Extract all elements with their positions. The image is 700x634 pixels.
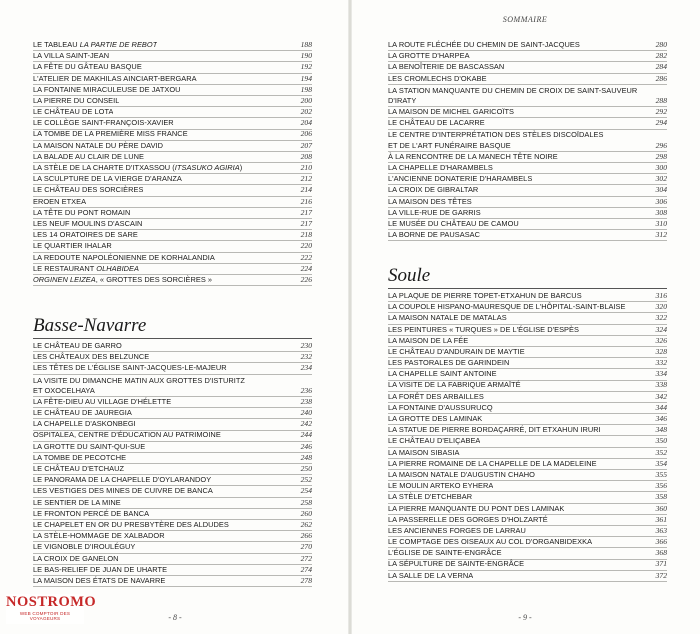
toc-entry-title	[33, 564, 167, 575]
toc-entry-page-number: 217	[300, 218, 312, 228]
toc-entry-title-text: LES NEUF MOULINS D'ASCAIN	[33, 218, 143, 228]
toc-entry-page-number: 244	[300, 430, 312, 440]
toc-entry-title-text: LA FONTAINE D'AUSSURUCQ	[388, 402, 493, 412]
toc-entry-title	[388, 117, 485, 128]
toc-entry-title	[388, 184, 478, 195]
toc-entry-page-number: 352	[655, 447, 667, 457]
toc-entry-page-number: 270	[300, 542, 312, 552]
toc-entry-title	[33, 553, 119, 564]
toc-entry-title	[33, 61, 142, 72]
toc-entry-title	[33, 396, 171, 407]
toc-entry-title-text: LA MAISON NATALE DE MATALAS	[388, 313, 507, 323]
toc-entry-title-text: LA CHAPELLE SAINT ANTOINE	[388, 369, 497, 379]
toc-entry-title-text: LA CHAPELLE D'HARAMBELS	[388, 163, 493, 173]
toc-entry-title-text: L'ATELIER DE MAKHILAS AINCIART-BERGARA	[33, 73, 197, 83]
toc-entry-title-text: LE CHÂTEAU D'ETCHAUZ	[33, 464, 125, 474]
toc-entry-title	[388, 173, 532, 184]
toc-entry-title-suffix: )	[239, 163, 243, 173]
toc-entry-page-number: 232	[300, 352, 312, 362]
toc-entry-title	[33, 274, 212, 285]
toc-entry-title-text: LA MAISON DE LA FÉE	[388, 335, 469, 345]
toc-entry	[388, 74, 667, 85]
watermark-tagline: WEB COMPTOIR DES VOYAGEURS	[19, 611, 71, 621]
toc-entry-title-text: LA ROUTE FLÉCHÉE DU CHEMIN DE SAINT-JACQUES	[388, 39, 580, 49]
toc-entry-title-text: LE FRONTON PERCÉ DE BANCA	[33, 508, 150, 518]
toc-entry-title-text: LA STÈLE DE LA CHARTE D'ITXASSOU (	[33, 163, 175, 173]
toc-entry-title-text: LES CROMLECHS D'OKABE	[388, 73, 487, 83]
toc-entry-page-number: 220	[300, 241, 312, 251]
toc-entry-page-number: 206	[300, 129, 312, 139]
toc-entry-title	[388, 73, 487, 84]
toc-entry-title-text: À LA RENCONTRE DE LA MANECH TÊTE NOIRE	[388, 151, 558, 161]
toc-entry-page-number: 236	[300, 385, 312, 395]
toc-entry-title-text: LA PLAQUE DE PIERRE TOPET-ETXAHUN DE BARCUS	[388, 290, 582, 300]
toc-entry-title-text: LA VILLE-RUE DE GARRIS	[388, 207, 481, 217]
toc-entry-page-number: 360	[655, 503, 667, 513]
toc-entry-title	[388, 106, 514, 117]
toc-section-basse-navarre	[33, 313, 312, 587]
toc-entry-title	[388, 413, 482, 424]
toc-entry-page-number: 308	[655, 207, 667, 217]
toc-entry-title-text: LE CHÂTEAU DE LACARRE	[388, 118, 485, 128]
toc-entry-title-text: LA MAISON SIBASIA	[388, 447, 460, 457]
toc-entry-title	[33, 429, 221, 440]
toc-entry-page-number: 366	[655, 537, 667, 547]
running-header: SOMMAIRE	[502, 15, 548, 24]
watermark-name: NOSTROMO	[6, 594, 97, 610]
toc-entry-title-text: LA FÊTE DU GÂTEAU BASQUE	[33, 62, 142, 72]
toc-entry-title	[388, 435, 480, 446]
toc-entry-title	[388, 570, 473, 581]
toc-entry-page-number: 207	[300, 140, 312, 150]
toc-entry-page-number: 372	[655, 570, 667, 580]
toc-entry-page-number: 190	[300, 51, 312, 61]
toc-entry-title-text: LA SALLE DE LA VERNA	[388, 570, 474, 580]
toc-entry-title	[388, 312, 507, 323]
toc-entry-title	[388, 402, 493, 413]
toc-entry-page-number: 354	[655, 458, 667, 468]
toc-entry-page-number: 332	[655, 358, 667, 368]
toc-entry-page-number: 212	[300, 174, 312, 184]
toc-entry-title	[388, 558, 524, 569]
toc-entry-title	[33, 84, 181, 95]
toc-entry-page-number: 298	[655, 151, 667, 161]
toc-entry-title-text: D'IRATY	[388, 95, 417, 105]
toc-entry-page-number: 272	[300, 553, 312, 563]
toc-entry-title	[388, 391, 484, 402]
toc-entry-title	[33, 407, 132, 418]
toc-entry-title-text: LE CHÂTEAU DE JAUREGIA	[33, 408, 132, 418]
toc-entry-title-text: LE COLLÈGE SAINT-FRANÇOIS-XAVIER	[33, 118, 174, 128]
toc-entry-page-number: 320	[655, 302, 667, 312]
toc-entry-page-number: 226	[300, 274, 312, 284]
toc-entry-page-number: 344	[655, 402, 667, 412]
toc-entry-title	[388, 368, 497, 379]
toc-entry-title-text: LA FORÊT DES ARBAILLES	[388, 391, 484, 401]
toc-entry-title-text: LA BENOÎTERIE DE BASCASSAN	[388, 62, 505, 72]
toc-entry	[33, 275, 312, 286]
toc-entry-title-text: LE CHÂTEAU DE LOTA	[33, 107, 114, 117]
toc-entry-title	[33, 340, 122, 351]
toc-entry-page-number: 296	[655, 140, 667, 150]
toc-entry-title	[33, 95, 119, 106]
toc-entry-title-text: LE QUARTIER IHALAR	[33, 241, 112, 251]
toc-entry-title	[33, 117, 174, 128]
toc-entry-title-text: LE TABLEAU	[33, 39, 80, 49]
toc-entry-title	[33, 463, 124, 474]
toc-entry-title	[33, 252, 215, 263]
toc-entry-title-text: LA GROTTE DU SAINT-QUI-SUE	[33, 441, 146, 451]
toc-entry-page-number: 306	[655, 196, 667, 206]
toc-entry-title-text: LA MAISON NATALE D'AUGUSTIN CHAHO	[388, 469, 535, 479]
toc-entry-title-text: LA VILLA SAINT-JEAN	[33, 51, 110, 61]
toc-entry-title	[33, 196, 86, 207]
toc-entry-title-text: LE CHÂTEAU D'ANDURAIN DE MAYTIE	[388, 346, 525, 356]
section-title: Basse-Navarre	[33, 313, 312, 339]
toc-entry-title-text: LA PASSERELLE DES GORGES D'HOLZARTÉ	[388, 514, 548, 524]
toc-entry-title	[388, 61, 504, 72]
toc-entry-title	[388, 525, 526, 536]
toc-entry-title-text: LE CHÂTEAU DES SORCIÈRES	[33, 185, 144, 195]
toc-entry-title	[388, 290, 582, 301]
toc-entry-title	[33, 351, 149, 362]
toc-entry-title	[33, 497, 121, 508]
toc-entry-title-text: LES CHÂTEAUX DES BELZUNCE	[33, 352, 150, 362]
toc-entry-title-text: LA FONTAINE MIRACULEUSE DE JATXOU	[33, 84, 181, 94]
toc-entry-page-number: 208	[300, 151, 312, 161]
toc-entry-page-number: 322	[655, 313, 667, 323]
toc-entry-page-number: 217	[300, 207, 312, 217]
toc-entry-title	[33, 162, 242, 173]
toc-entry-title	[33, 452, 126, 463]
toc-entry-title-text: LA PIERRE ROMAINE DE LA CHAPELLE DE LA MADELEINE	[388, 458, 597, 468]
toc-entry-title-text: ET OXOCELHAYA	[33, 385, 95, 395]
toc-entry-title	[388, 480, 493, 491]
toc-entry-page-number: 361	[655, 514, 667, 524]
toc-entry-page-number: 258	[300, 497, 312, 507]
toc-entry-page-number: 356	[655, 481, 667, 491]
toc-entry-title-text: LE MOULIN ARTEKO EYHERA	[388, 481, 494, 491]
toc-entry-title-text: LES PEINTURES « TURQUES » DE L'ÉGLISE D'ESPÈS	[388, 324, 579, 334]
toc-entry-title	[33, 106, 113, 117]
toc-entry-page-number: 254	[300, 486, 312, 496]
toc-entry-page-number: 310	[655, 218, 667, 228]
toc-entry-page-number: 230	[300, 340, 312, 350]
toc-entry-title	[33, 263, 139, 274]
toc-entry-page-number: 368	[655, 548, 667, 558]
toc-entry-page-number: 200	[300, 95, 312, 105]
toc-entry-title-italic: ORGINEN LEIZEA	[33, 274, 96, 284]
toc-entry-title-text: LA PIERRE MANQUANTE DU PONT DES LAMINAK	[388, 503, 565, 513]
toc-entry-title	[33, 530, 165, 541]
toc-entry-title	[388, 301, 626, 312]
toc-entry-page-number: 348	[655, 425, 667, 435]
toc-entry-title	[388, 229, 480, 240]
toc-entry-page-number: 242	[300, 419, 312, 429]
toc-entry-page-number: 334	[655, 369, 667, 379]
toc-entry-page-number: 328	[655, 346, 667, 356]
toc-entry-title-text: LA SCULPTURE DE LA VIERGE D'ARANZA	[33, 174, 182, 184]
toc-entry-page-number: 216	[300, 196, 312, 206]
toc-entry-title	[388, 503, 564, 514]
toc-entry-page-number: 262	[300, 519, 312, 529]
toc-entry-title-text: LA STATUE DE PIERRE BORDAÇARRÉ, DIT ETXAHUN IRURI	[388, 425, 601, 435]
toc-entry	[388, 85, 667, 96]
toc-entry-page-number: 371	[655, 559, 667, 569]
toc-entry-title	[33, 575, 165, 586]
toc-entry-title-text: LA VISITE DE LA FABRIQUE ARMAÏTÉ	[388, 380, 521, 390]
toc-entry-title	[388, 357, 509, 368]
toc-entry-page-number: 284	[655, 62, 667, 72]
toc-entry-page-number: 240	[300, 408, 312, 418]
toc-entry-page-number: 294	[655, 118, 667, 128]
toc-entry-title	[33, 50, 109, 61]
toc-entry-title	[33, 240, 112, 251]
toc-entry-title	[388, 379, 521, 390]
toc-entry-title	[388, 514, 548, 525]
toc-entry-title	[388, 447, 460, 458]
toc-entry-title	[33, 362, 227, 373]
toc-entry-page-number: 188	[300, 39, 312, 49]
toc-entry-title	[388, 335, 468, 346]
toc-entry-page-number: 280	[655, 39, 667, 49]
toc-list-soule	[388, 291, 667, 582]
toc-entry-title	[388, 50, 470, 61]
toc-entry-title-text: L'ANCIENNE DONATERIE D'HARAMBELS	[388, 174, 533, 184]
toc-entry-title-text: OSPITALEA, CENTRE D'ÉDUCATION AU PATRIMOINE	[33, 430, 221, 440]
toc-entry-page-number: 338	[655, 380, 667, 390]
toc-entry-title	[388, 346, 525, 357]
toc-entry-title-text: LA COUPOLE HISPANO-MAURESQUE DE L'HÔPITAL-SAINT-BLAISE	[388, 302, 626, 312]
toc-entry	[33, 576, 312, 587]
toc-list-pays-basque	[33, 40, 312, 286]
toc-entry-title	[33, 173, 182, 184]
toc-section-soule	[388, 263, 667, 582]
toc-entry-title-suffix: , « GROTTES DES SORCIÈRES »	[95, 274, 213, 284]
toc-entry	[388, 571, 667, 582]
toc-entry-page-number: 286	[655, 73, 667, 83]
toc-entry-title-text: LA GROTTE D'HARPEA	[388, 51, 470, 61]
toc-entry-page-number: 278	[300, 575, 312, 585]
toc-entry-title	[33, 39, 157, 50]
toc-entry-page-number: 266	[300, 531, 312, 541]
toc-entry-title	[33, 441, 145, 452]
toc-entry-title	[388, 218, 519, 229]
toc-entry-title-text: LA STATION MANQUANTE DU CHEMIN DE CROIX DE SAINT-SAUVEUR	[388, 85, 638, 95]
toc-entry-page-number: 312	[655, 230, 667, 240]
toc-entry-title-text: LES 14 ORATOIRES DE SARE	[33, 230, 138, 240]
toc-entry-page-number: 346	[655, 414, 667, 424]
toc-entry-page-number: 198	[300, 84, 312, 94]
section-title: Soule	[388, 263, 667, 289]
toc-entry-title	[33, 541, 135, 552]
toc-entry-page-number: 224	[300, 263, 312, 273]
toc-entry-page-number: 202	[300, 107, 312, 117]
page-number: - 8 -	[168, 613, 182, 622]
toc-entry-title	[388, 424, 601, 435]
toc-entry-title-text: LE VIGNOBLE D'IROULÉGUY	[33, 542, 136, 552]
toc-entry-title	[33, 151, 144, 162]
toc-entry-page-number: 324	[655, 324, 667, 334]
toc-entry-title	[33, 184, 143, 195]
toc-entry-title-italic: LA PARTIE DE REBOT	[79, 39, 158, 49]
toc-entry-title	[33, 519, 229, 530]
toc-entry-title-text: LA VISITE DU DIMANCHE MATIN AUX GROTTES D'ISTURITZ	[33, 375, 245, 385]
toc-entry-page-number: 222	[300, 252, 312, 262]
toc-entry-title-text: LA MAISON DES ÉTATS DE NAVARRE	[33, 575, 166, 585]
page-number: - 9 -	[518, 613, 532, 622]
toc-entry-page-number: 282	[655, 51, 667, 61]
toc-entry-title	[33, 485, 213, 496]
toc-entry-title	[388, 458, 597, 469]
toc-entry	[388, 230, 667, 241]
toc-entry-title-text: LA CROIX DE GANELON	[33, 553, 119, 563]
toc-entry-title	[33, 385, 95, 396]
toc-entry-title-text: LA BALADE AU CLAIR DE LUNE	[33, 151, 144, 161]
toc-entry-page-number: 210	[300, 163, 312, 173]
toc-entry-page-number: 302	[655, 174, 667, 184]
toc-entry-title-text: LE PANORAMA DE LA CHAPELLE D'OYLARANDOY	[33, 475, 212, 485]
toc-entry-page-number: 260	[300, 508, 312, 518]
toc-entry-title-text: LE COMPTAGE DES OISEAUX AU COL D'ORGANBIDEXKA	[388, 537, 593, 547]
toc-entry-page-number: 316	[655, 290, 667, 300]
toc-entry-page-number: 363	[655, 525, 667, 535]
toc-entry-title	[388, 469, 535, 480]
toc-entry-title	[33, 73, 197, 84]
toc-entry-title	[388, 95, 416, 106]
nostromo-watermark-logo	[6, 594, 97, 624]
toc-entry-page-number: 246	[300, 441, 312, 451]
toc-entry-title-text: LE RESTAURANT	[33, 263, 97, 273]
toc-entry-title	[33, 140, 163, 151]
toc-entry-title-italic: OLHABIDEA	[96, 263, 140, 273]
toc-entry-title	[388, 162, 493, 173]
toc-entry-title-text: EROEN ETXEA	[33, 196, 87, 206]
toc-entry-title-text: LE MUSÉE DU CHÂTEAU DE CAMOU	[388, 218, 519, 228]
toc-entry-title-text: LA CROIX DE GIBRALTAR	[388, 185, 479, 195]
toc-entry-title-text: LA CHAPELLE D'ASKONBEGI	[33, 419, 136, 429]
toc-entry-title	[388, 491, 472, 502]
toc-entry-page-number: 238	[300, 396, 312, 406]
toc-entry-title	[33, 207, 130, 218]
toc-entry-title-text: LES ANCIENNES FORGES DE LARRAU	[388, 525, 526, 535]
toc-list-basse-navarre-continued	[388, 40, 667, 241]
toc-entry-title	[388, 324, 579, 335]
toc-entry-title-text: LA FÊTE-DIEU AU VILLAGE D'HÉLETTE	[33, 396, 172, 406]
toc-entry-page-number: 192	[300, 62, 312, 72]
toc-entry-title-text: LA TOMBE DE PECOTCHE	[33, 452, 127, 462]
toc-entry-title-italic: ITSASUKO AGIRIA	[174, 163, 240, 173]
toc-entry-page-number: 342	[655, 391, 667, 401]
toc-entry-title-text: LES VESTIGES DES MINES DE CUIVRE DE BANCA	[33, 486, 213, 496]
toc-entry-title-text: LE CHÂTEAU D'ELIÇABEA	[388, 436, 481, 446]
toc-entry-page-number: 204	[300, 118, 312, 128]
toc-entry-title-text: LE CHAPELET EN OR DU PRESBYTÈRE DES ALDUDES	[33, 519, 229, 529]
toc-entry-page-number: 234	[300, 363, 312, 373]
toc-entry-title-text: LES PASTORALES DE GARINDEIN	[388, 358, 510, 368]
toc-entry-title	[33, 128, 188, 139]
toc-entry-title	[388, 547, 502, 558]
toc-entry-title-text: LE BAS-RELIEF DE JUAN DE UHARTE	[33, 564, 168, 574]
toc-entry-title	[388, 140, 511, 151]
toc-entry-title-text: LE SENTIER DE LA MINE	[33, 497, 121, 507]
toc-entry-page-number: 194	[300, 73, 312, 83]
toc-entry-title-text: LA GROTTE DES LAMINAK	[388, 414, 483, 424]
toc-entry-page-number: 300	[655, 163, 667, 173]
toc-entry-title	[388, 536, 592, 547]
toc-entry-title-text: LA MAISON DES TÊTES	[388, 196, 472, 206]
toc-entry-page-number: 248	[300, 452, 312, 462]
toc-entry-title-text: LA PIERRE DU CONSEIL	[33, 95, 120, 105]
toc-entry-title-text: LA STÈLE D'ETCHEBAR	[388, 492, 473, 502]
toc-entry-title-text: LA REDOUTE NAPOLÉONIENNE DE KORHALANDIA	[33, 252, 215, 262]
toc-entry-page-number: 355	[655, 469, 667, 479]
toc-entry-page-number: 274	[300, 564, 312, 574]
toc-entry-title-text: ET DE L'ART FUNÉRAIRE BASQUE	[388, 140, 511, 150]
toc-entry-page-number: 326	[655, 335, 667, 345]
toc-entry-page-number: 218	[300, 230, 312, 240]
toc-entry-title	[33, 474, 211, 485]
toc-entry-title	[33, 229, 138, 240]
toc-entry-page-number: 252	[300, 475, 312, 485]
toc-entry-page-number: 304	[655, 185, 667, 195]
toc-entry-title-text: L'ÉGLISE DE SAINTE-ENGRÂCE	[388, 548, 502, 558]
toc-entry-title	[388, 39, 580, 50]
toc-entry-title	[33, 218, 142, 229]
toc-entry-title-text: LA TOMBE DE LA PREMIÈRE MISS FRANCE	[33, 129, 188, 139]
toc-entry	[33, 363, 312, 374]
toc-entry-title-text: LE CENTRE D'INTERPRÉTATION DES STÈLES DISCOÏDALES	[388, 130, 604, 140]
toc-entry-title-text: LA TÊTE DU PONT ROMAIN	[33, 207, 131, 217]
right-page	[350, 0, 700, 634]
toc-list-basse-navarre	[33, 341, 312, 587]
toc-entry-title	[388, 85, 637, 96]
toc-entry-title-text: LA STÈLE-HOMMAGE DE XALBADOR	[33, 531, 165, 541]
toc-entry-title	[388, 207, 481, 218]
toc-entry-title-text: LA MAISON NATALE DU PÈRE DAVID	[33, 140, 164, 150]
toc-entry-page-number: 250	[300, 464, 312, 474]
toc-entry-title-text: LES TÊTES DE L'ÉGLISE SAINT-JACQUES-LE-MAJEUR	[33, 363, 227, 373]
toc-entry-page-number: 214	[300, 185, 312, 195]
toc-entry-page-number: 358	[655, 492, 667, 502]
toc-entry-title-text: LA MAISON DE MICHEL GARICOÏTS	[388, 107, 515, 117]
toc-entry-title-text: LE CHÂTEAU DE GARRO	[33, 340, 122, 350]
toc-entry-title-text: LA SÉPULTURE DE SAINTE-ENGRÂCE	[388, 559, 525, 569]
toc-entry-title-text: LA BORNE DE PAUSASAC	[388, 230, 481, 240]
toc-entry-title	[388, 196, 472, 207]
toc-entry-page-number: 288	[655, 95, 667, 105]
toc-entry-page-number: 292	[655, 107, 667, 117]
toc-entry-page-number: 350	[655, 436, 667, 446]
toc-entry-title	[33, 418, 136, 429]
toc-entry	[388, 118, 667, 129]
toc-entry-title	[388, 151, 558, 162]
toc-entry-title	[33, 508, 149, 519]
